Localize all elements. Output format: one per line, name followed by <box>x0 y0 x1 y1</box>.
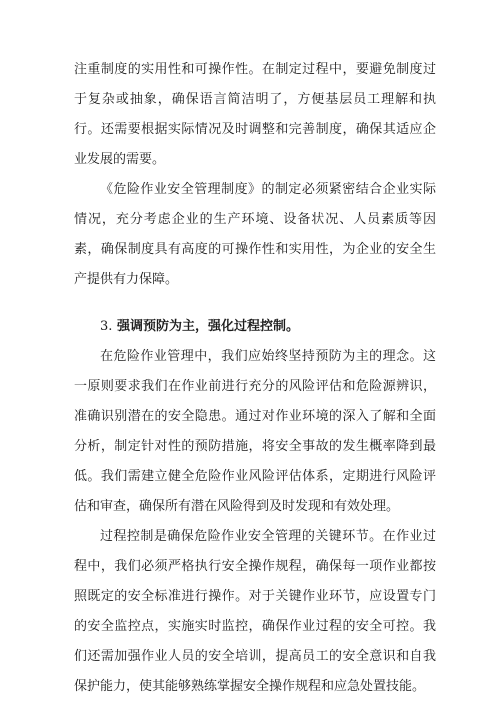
paragraph-1: 注重制度的实用性和可操作性。在制定过程中，要避免制度过于复杂或抽象，确保语言简洁明了，方便基层员工理解和执行。还需要根据实际情况及时调整和完善制度，确保其适应企业发展的需要。 <box>74 62 436 167</box>
paragraph-3: 在危险作业管理中，我们应始终坚持预防为主的理念。这一原则要求我们在作业前进行充分的风险评估和危险源辨识，准确识别潜在的安全隐患。通过对作业环境的深入了解和全面分析，制定针对性的预防措施，将安全事故的发生概率降到最低。我们需建立健全危险作业风险评估体系，定期进行风险评估和审查，确保所有潜在风险得到及时发现和有效处理。 <box>74 349 436 514</box>
paragraph-4: 过程控制是确保危险作业安全管理的关键环节。在作业过程中，我们必须严格执行安全操作规程，确保每一项作业都按照既定的安全标准进行操作。对于关键作业环节，应设置专门的安全监控点，实施实时监控，确保作业过程的安全可控。我们还需加强作业人员的安全培训，提高员工的安全意识和自我保护能力，使其能够熟练掌握安全操作规程和应急处置技能。 <box>74 529 436 694</box>
section-title: 强调预防为主，强化过程控制。 <box>116 319 299 334</box>
section-heading <box>74 312 436 342</box>
paragraph-2: 《危险作业安全管理制度》的制定必须紧密结合企业实际情况，充分考虑企业的生产环境、设备状况、人员素质等因素，确保制度具有高度的可操作性和实用性，为企业的安全生产提供有力保障。 <box>74 182 436 287</box>
document-page <box>74 55 436 702</box>
section-number: 3. <box>100 319 113 334</box>
